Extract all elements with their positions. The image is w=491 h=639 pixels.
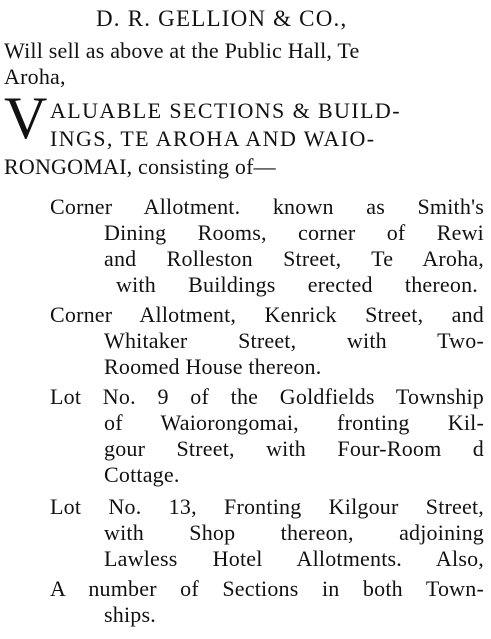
heading-drop-cap: V bbox=[4, 85, 48, 151]
item-4-line-2: with Shop thereon, adjoining bbox=[104, 520, 484, 545]
heading-line-2: INGS, TE AROHA AND WAIO- bbox=[50, 126, 376, 151]
item-4-line-1: Lot No. 13, Fronting Kilgour Street, bbox=[50, 494, 484, 519]
item-2-line-3: Roomed House thereon. bbox=[104, 354, 322, 379]
item-3-line-2: of Waiorongomai, fronting Kil- bbox=[104, 410, 484, 435]
item-2-line-1: Corner Allotment, Kenrick Street, and bbox=[50, 302, 484, 327]
heading-line-3: RONGOMAI, consisting of— bbox=[4, 154, 276, 179]
item-5-line-1: A number of Sections in both Town- bbox=[50, 576, 484, 601]
heading-line-1: ALUABLE SECTIONS & BUILD- bbox=[50, 98, 401, 123]
item-2-line-2: Whitaker Street, with Two- bbox=[104, 328, 484, 353]
item-3-line-1: Lot No. 9 of the Goldfields Township bbox=[50, 384, 484, 409]
item-1-line-2: Dining Rooms, corner of Rewi bbox=[104, 220, 484, 245]
item-4-line-3: Lawless Hotel Allotments. Also, bbox=[104, 546, 484, 571]
item-1-line-3: and Rolleston Street, Te Aroha, bbox=[104, 246, 484, 271]
intro-line-2: Aroha, bbox=[4, 64, 66, 89]
item-3-line-3: gour Street, with Four-Room d bbox=[104, 436, 484, 461]
auctioneer-name: D. R. GELLION & CO., bbox=[96, 6, 348, 31]
item-5-line-2: ships. bbox=[104, 602, 156, 627]
item-1-line-1: Corner Allotment. known as Smith's bbox=[50, 194, 484, 219]
item-1-line-4: with Buildings erected thereon. bbox=[116, 272, 478, 297]
item-3-line-4: Cottage. bbox=[104, 462, 180, 487]
intro-line-1: Will sell as above at the Public Hall, Te bbox=[4, 38, 360, 63]
